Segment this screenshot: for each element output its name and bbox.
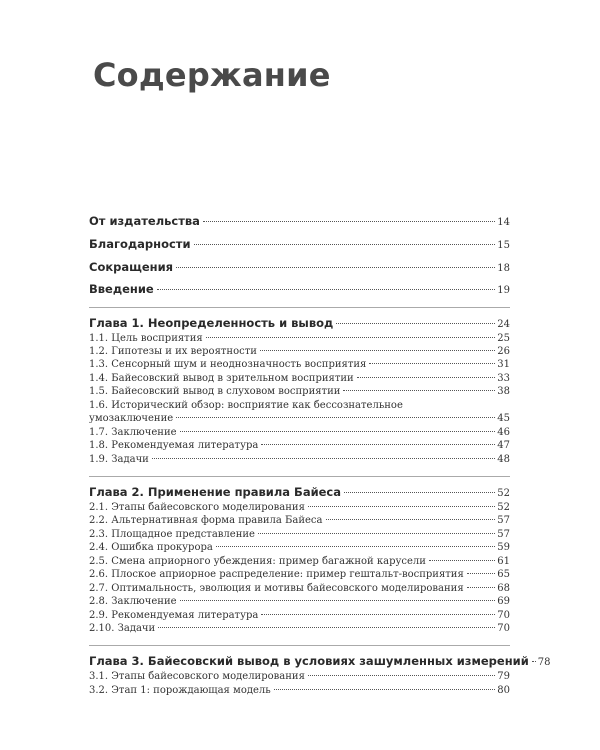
leader-dots: [532, 661, 536, 662]
toc-entry-label: 1.2. Гипотезы и их вероятности: [89, 346, 257, 357]
leader-dots: [467, 587, 496, 588]
toc-entry-label: 2.3. Площадное представление: [89, 529, 255, 540]
toc-entry-label: 2.6. Плоское априорное распределение: пример гештальт-восприятия: [89, 569, 464, 580]
toc-entry-label: 1.4. Байесовский вывод в зрительном восприятии: [89, 373, 354, 384]
toc-entry[interactable]: [89, 359, 510, 370]
leader-dots: [176, 267, 495, 268]
leader-dots: [343, 390, 495, 391]
toc-entry-label: 2.7. Оптимальность, эволюция и мотивы байесовского моделирования: [89, 583, 464, 594]
toc-entry-label: 2.2. Альтернативная форма правила Байеса: [89, 515, 323, 526]
toc-entry-label: 2.8. Заключение: [89, 596, 177, 607]
leader-dots: [336, 323, 495, 324]
toc-entry-page: 57: [497, 529, 510, 540]
toc-entry-introduction[interactable]: [89, 282, 510, 296]
toc-entry[interactable]: [89, 596, 510, 607]
toc-entry-label: 1.1. Цель восприятия: [89, 333, 203, 344]
toc-entry-page: 46: [497, 427, 510, 438]
toc-entry-page: 78: [537, 657, 551, 668]
toc-entry-label: 1.7. Заключение: [89, 427, 177, 438]
toc-entry[interactable]: [89, 502, 510, 513]
leader-dots: [180, 431, 496, 432]
toc-entry[interactable]: [89, 346, 510, 357]
leader-dots: [258, 533, 495, 534]
toc-entry[interactable]: [89, 373, 510, 384]
toc-entry[interactable]: [89, 515, 510, 526]
toc-entry-page: 57: [497, 515, 510, 526]
leader-dots: [261, 444, 495, 445]
toc-entry-label: Введение: [89, 282, 154, 296]
toc-entry-abbreviations[interactable]: [89, 260, 510, 274]
chapter-divider: [89, 645, 510, 646]
toc-entry[interactable]: [89, 542, 510, 553]
leader-dots: [369, 363, 495, 364]
toc-entry-label: 2.1. Этапы байесовского моделирования: [89, 502, 305, 513]
toc-entry-label: Глава 2. Применение правила Байеса: [89, 485, 342, 499]
toc-entry-label: 1.8. Рекомендуемая литература: [89, 440, 259, 451]
toc-entry-page: 68: [497, 583, 510, 594]
toc-entry-label: 2.5. Смена априорного убеждения: пример багажной карусели: [89, 556, 426, 567]
toc-entry-page: 47: [497, 440, 510, 451]
toc-entry[interactable]: [89, 569, 510, 580]
leader-dots: [158, 627, 495, 628]
toc-entry-label: 1.3. Сенсорный шум и неоднозначность восприятия: [89, 359, 367, 370]
toc-entry-page: 70: [497, 610, 510, 621]
leader-dots: [206, 337, 496, 338]
toc-entry[interactable]: [89, 454, 510, 465]
toc-entry[interactable]: [89, 413, 510, 424]
toc-entry[interactable]: [89, 440, 510, 451]
toc-entry-label: 3.2. Этап 1: порождающая модель: [89, 685, 271, 696]
toc-entry[interactable]: [89, 610, 510, 621]
toc-entry[interactable]: [89, 556, 510, 567]
toc-entry[interactable]: [89, 623, 510, 634]
leader-dots: [261, 614, 495, 615]
leader-dots: [216, 546, 495, 547]
leader-dots: [357, 377, 496, 378]
chapter-divider: [89, 476, 510, 477]
toc-entry-page: 14: [497, 217, 510, 228]
toc-entry-label: 2.9. Рекомендуемая литература: [89, 610, 259, 621]
toc-entry-page: 24: [497, 319, 510, 330]
toc-entry-page: 18: [497, 263, 510, 274]
toc-entry-label-line1[interactable]: 1.6. Исторический обзор: восприятие как бессознательное: [89, 400, 403, 411]
toc-entry-label: 3.1. Этапы байесовского моделирования: [89, 671, 305, 682]
leader-dots: [429, 560, 495, 561]
toc-entry-page: 48: [497, 454, 510, 465]
leader-dots: [467, 573, 495, 574]
page-title: Содержание: [93, 56, 331, 94]
toc-entry[interactable]: [89, 685, 510, 696]
leader-dots: [260, 350, 495, 351]
toc-entry-page: 80: [497, 685, 510, 696]
toc-entry-label: От издательства: [89, 214, 200, 228]
toc-entry-page: 38: [497, 386, 510, 397]
toc-chapter-1[interactable]: [89, 316, 510, 330]
toc-entry-page: 26: [497, 346, 510, 357]
toc-entry-acknowledgements[interactable]: [89, 237, 510, 251]
toc-entry[interactable]: [89, 583, 510, 594]
toc-entry-label: Глава 1. Неопределенность и вывод: [89, 316, 334, 330]
toc-chapter-3[interactable]: [89, 654, 551, 668]
toc-entry-label: умозаключение: [89, 413, 174, 424]
toc-entry-label: Благодарности: [89, 237, 191, 251]
toc-chapter-2[interactable]: [89, 485, 510, 499]
leader-dots: [308, 506, 495, 507]
toc-entry-label: 2.4. Ошибка прокурора: [89, 542, 213, 553]
leader-dots: [274, 689, 496, 690]
toc-entry-page: 70: [497, 623, 510, 634]
toc-entry-page: 31: [497, 359, 510, 370]
toc-entry-label: Глава 3. Байесовский вывод в условиях зашумленных измерений: [89, 654, 529, 668]
toc-entry[interactable]: [89, 671, 510, 682]
leader-dots: [194, 244, 496, 245]
toc-entry-label: 2.10. Задачи: [89, 623, 156, 634]
toc-entry-page: 15: [497, 240, 510, 251]
toc-entry-page: 61: [497, 556, 510, 567]
leader-dots: [326, 519, 496, 520]
toc-entry[interactable]: [89, 529, 510, 540]
toc-entry-label: Сокращения: [89, 260, 174, 274]
toc-entry[interactable]: [89, 386, 510, 397]
toc-entry-page: 52: [497, 502, 510, 513]
leader-dots: [180, 600, 496, 601]
toc-entry-page: 65: [497, 569, 510, 580]
leader-dots: [203, 221, 495, 222]
toc-entry-page: 52: [497, 488, 510, 499]
toc-entry-page: 69: [497, 596, 510, 607]
chapter-divider: [89, 307, 510, 308]
toc-entry-page: 25: [497, 333, 510, 344]
toc-entry[interactable]: [89, 333, 510, 344]
leader-dots: [152, 458, 495, 459]
toc-entry-page: 59: [497, 542, 510, 553]
leader-dots: [176, 417, 495, 418]
toc-entry-page: 79: [497, 671, 510, 682]
toc-entry-label: 1.9. Задачи: [89, 454, 149, 465]
toc-entry-publisher[interactable]: [89, 214, 510, 228]
toc-entry-page: 45: [497, 413, 510, 424]
toc-entry-label: 1.5. Байесовский вывод в слуховом восприятии: [89, 386, 341, 397]
toc-entry-page: 33: [497, 373, 510, 384]
leader-dots: [344, 492, 495, 493]
leader-dots: [308, 675, 495, 676]
toc-entry-page: 19: [497, 285, 510, 296]
toc-entry[interactable]: [89, 427, 510, 438]
leader-dots: [157, 289, 496, 290]
